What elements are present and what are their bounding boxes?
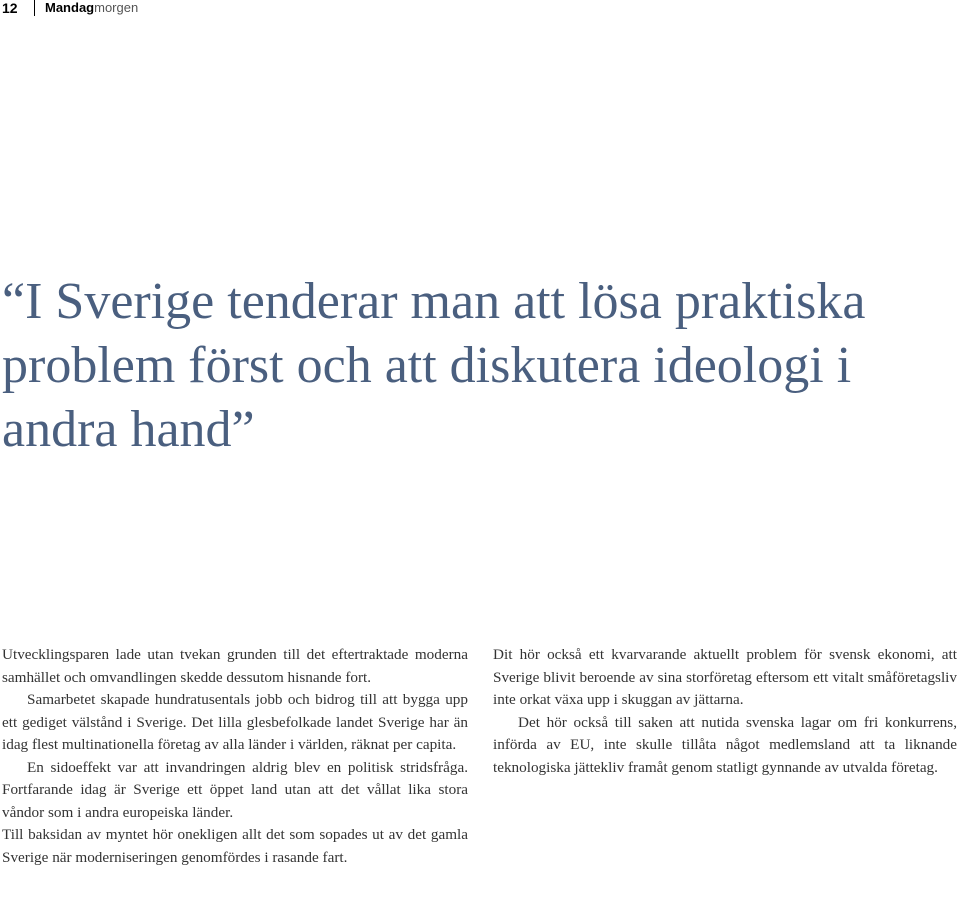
publication-name bbox=[45, 0, 138, 16]
paragraph: Till baksidan av myntet hör onekligen allt det som sopades ut av det gamla Sverige när moderniseringen genomfördes i rasande fart. bbox=[2, 826, 468, 866]
paragraph: En sidoeffekt var att invandringen aldrig blev en politisk stridsfråga. Fortfarande idag är Sverige ett öppet land utan att det vållat lika stora våndor som i andra europeiska länder. bbox=[2, 758, 468, 821]
pull-quote: “I Sverige tenderar man att lösa praktiska problem först och att diskutera ideologi i andra hand” bbox=[2, 273, 866, 458]
page-header bbox=[0, 0, 960, 20]
paragraph: Utvecklingsparen lade utan tvekan grunden till det eftertraktade moderna samhället och omvandlingen skedde dessutom hisnande fort. bbox=[2, 646, 468, 686]
article-column-right bbox=[493, 644, 957, 779]
page-number: 12 bbox=[2, 0, 18, 16]
article-column-left bbox=[2, 644, 468, 869]
paragraph: Samarbetet skapade hundratusentals jobb och bidrog till att bygga upp ett gediget välstånd i Sverige. Det lilla glesbefolkade landet Sverige har än idag flest multinationella företag av alla länder i världen, räknat per capita. bbox=[2, 691, 468, 753]
publication-name-light: morgen bbox=[94, 0, 139, 15]
publication-name-bold: Mandag bbox=[45, 0, 95, 15]
header-divider bbox=[34, 0, 35, 16]
paragraph: Det hör också till saken att nutida svenska lagar om fri konkurrens, införda av EU, inte skulle tillåta något medlemsland att ta liknande teknologiska jättekliv framåt genom statligt gynnande av utvalda företag. bbox=[493, 713, 957, 776]
paragraph: Dit hör också ett kvarvarande aktuellt problem för svensk ekonomi, att Sverige blivit beroende av sina storföretag eftersom ett vitalt småföretagsliv inte orkat växa upp i skuggan av jättarna. bbox=[493, 646, 957, 708]
